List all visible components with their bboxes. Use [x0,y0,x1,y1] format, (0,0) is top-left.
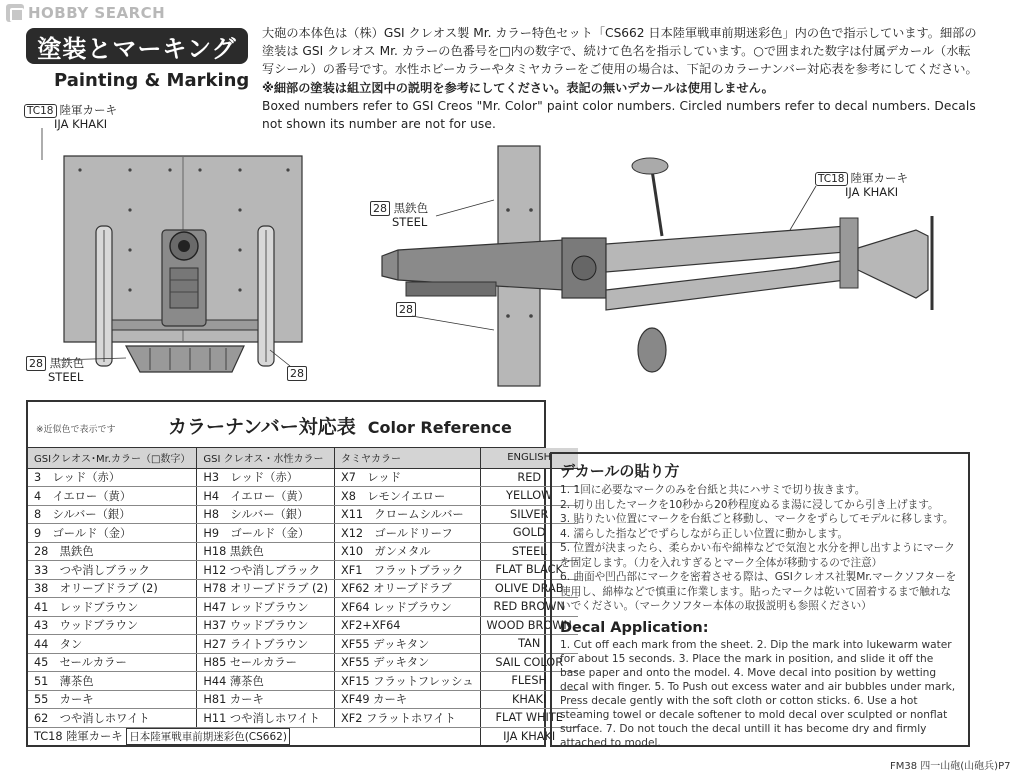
color-table-header [28,402,544,448]
cell-tamiya: X7 レッド [334,468,480,487]
col-aqueous: GSI クレオス・水性カラー [197,448,335,468]
cell-english: FLAT BLACK [480,561,578,580]
cell-mr-color: 3 レッド（赤） [28,468,197,487]
paint-28-box: 28 [26,356,46,371]
steel-en: STEEL [48,370,84,384]
decal-application-box [550,452,970,747]
table-row [28,468,578,487]
color-table-title-en: Color Reference [367,418,512,437]
cell-aqueous: H27 ライトブラウン [197,635,335,654]
table-row-last [28,727,578,746]
cell-english: WOOD BROWN [480,616,578,635]
tc18-en: IJA KHAKI [845,185,899,199]
cell-aqueous: H12 つや消しブラック [197,561,335,580]
tc18-row-code: TC18 [34,730,63,743]
decal-step-jp: 1. 1回に必要なマークのみを台紙と共にハサミで切り抜きます。 [560,484,866,496]
table-row [28,487,578,506]
decal-text-en: 1. Cut off each mark from the sheet. 2. Dip the mark into lukewarm water for about 15 seconds. 3. Place the mark in position, and slide it off the base paper and onto the model. 4. Move decal into position by wetting decal with finger. 5. To Push out excess water and air bubbles under mark, Press decale gently with the soft cloth or cotton sticks. 6. Use a hot steaming towel or decale softener to mold decal over sculpted or nonflat surface. 7. Do not touch the decal untill it has become dry and firmly attached to model. [560,638,956,749]
intro-note: ※細部の塗装は組立図中の説明を参考にしてください。表記の無いデカールは使用しません。 [262,80,774,95]
cell-aqueous: H44 薄茶色 [197,672,335,691]
cell-tamiya: X12 ゴールドリーフ [334,524,480,543]
table-row [28,579,578,598]
cell-mr-color: 38 オリーブドラブ (2) [28,579,197,598]
decal-step-jp: 2. 切り出したマークを10秒から20秒程度ぬるま湯に浸してから引き上げます。 [560,498,939,511]
cell-tamiya: XF2+XF64 [334,616,480,635]
table-row [28,653,578,672]
table-row [28,616,578,635]
cell-aqueous: H8 シルバー（銀） [197,505,335,524]
cell-mr-color: 55 カーキ [28,690,197,709]
color-reference-table [26,400,572,747]
tc18-row-english: IJA KHAKI [503,730,556,743]
cell-english: FLESH [480,672,578,691]
paint-28-box: 28 [396,302,416,317]
table-row [28,672,578,691]
cell-english: FLAT WHITE [480,709,578,728]
decal-step-jp: 6. 曲面や凹凸部にマークを密着させる際は、GSIクレオス社製Mr.マークソフターを使用し、綿棒などで慎重に作業します。貼ったマークは乾いて固着するまで触れないでください。（マークソフター本体の取扱説明も参照ください） [560,571,957,612]
cell-tamiya: XF64 レッドブラウン [334,598,480,617]
cell-tamiya: XF62 オリーブドラブ [334,579,480,598]
steel-jp: 黒鉄色 [49,356,85,370]
decal-title-en: Decal Application: [560,619,709,636]
cell-english: TAN [480,635,578,654]
decal-step-jp: 3. 貼りたい位置にマークを台紙ごと移動し、マークをずらしてモデルに移します。 [560,513,954,525]
cell-aqueous: H3 レッド（赤） [197,468,335,487]
tc18-row-cell [28,727,480,746]
color-table [28,448,578,746]
cell-aqueous: H9 ゴールド（金） [197,524,335,543]
cell-tamiya: X10 ガンメタル [334,542,480,561]
tc18-en: IJA KHAKI [54,117,108,131]
tc18-jp: 陸軍カーキ [850,171,908,185]
paint-28-box: 28 [370,201,390,216]
cell-english: YELLOW [480,487,578,506]
intro-jp: 大砲の本体色は（株）GSI クレオス製 Mr. カラー特色セット「CS662 日本陸軍戦車前期迷彩色」内の色で指示しています。細部の塗装は GSI クレオス Mr. カラーの色番号を□内の数字で、続けて色名を指示しています。○で囲まれた数字は付属デカール（水転写シール）の番号です。水性ホビーカラーやタミヤカラーをご使用の場合は、下記のカラーナンバー対応表を参考にしてください。 [262,26,978,77]
cell-aqueous: H81 カーキ [197,690,335,709]
cell-mr-color: 4 イエロー（黄） [28,487,197,506]
cell-aqueous: H85 セールカラー [197,653,335,672]
color-table-body [28,468,578,746]
tc18-jp: 陸軍カーキ [59,103,117,117]
page-footer: FM38 四一山砲(山砲兵)P7 [890,761,1010,772]
cell-tamiya: XF2 フラットホワイト [334,709,480,728]
decal-step-jp: 4. 濡らした指などでずらしながら正しい位置に動かします。 [560,527,849,540]
section-title-en: Painting & Marking [54,70,250,91]
cell-aqueous: H4 イエロー（黄） [197,487,335,506]
table-row [28,690,578,709]
col-mr-color: GSIクレオス･Mr.カラー（□数字） [28,448,197,468]
color-table-title-jp: カラーナンバー対応表 [168,416,356,438]
cell-mr-color: 41 レッドブラウン [28,598,197,617]
gun-side-view-illustration [376,140,956,390]
cell-english: RED [480,468,578,487]
cell-mr-color: 9 ゴールド（金） [28,524,197,543]
cell-tamiya: X8 レモンイエロー [334,487,480,506]
tc18-row-name: 陸軍カーキ [66,730,123,743]
decal-steps-jp [560,483,960,614]
cell-aqueous: H47 レッドブラウン [197,598,335,617]
tc18-code-box: TC18 [24,104,57,118]
cell-mr-color: 28 黒鉄色 [28,542,197,561]
table-row [28,635,578,654]
cell-tamiya: XF49 カーキ [334,690,480,709]
cell-mr-color: 62 つや消しホワイト [28,709,197,728]
callout-tc18-left [24,104,117,131]
decal-title-jp: デカールの貼り方 [560,462,680,480]
intro-en: Boxed numbers refer to GSI Creos "Mr. Color" paint color numbers. Circled numbers refer to decal numbers. Decals not shown its number are not for use. [262,98,976,132]
cell-tamiya: XF15 フラットフレッシュ [334,672,480,691]
cell-english: STEEL [480,542,578,561]
approx-color-note: ※近似色で表示です [36,425,116,435]
cell-mr-color: 33 つや消しブラック [28,561,197,580]
cell-english: RED BROWN [480,598,578,617]
col-tamiya: タミヤカラー [334,448,480,468]
section-title-jp: 塗装とマーキング [26,28,248,64]
color-table-title [168,412,512,439]
table-header-row [28,448,578,468]
cell-english: OLIVE DRAB [480,579,578,598]
cell-mr-color: 44 タン [28,635,197,654]
cell-mr-color: 8 シルバー（銀） [28,505,197,524]
table-row [28,598,578,617]
cell-mr-color: 51 薄茶色 [28,672,197,691]
table-row [28,542,578,561]
table-row [28,505,578,524]
cell-mr-color: 45 セールカラー [28,653,197,672]
gun-front-view-illustration [60,150,310,390]
cell-english: SAIL COLOR [480,653,578,672]
decal-step-jp: 5. 位置が決まったら、柔らかい布や綿棒などで気泡と水分を押し出すようにマークを固定します。（力を入れすぎるとマーク全体が移動するので注意） [560,542,955,569]
cell-aqueous: H37 ウッドブラウン [197,616,335,635]
cell-mr-color: 43 ウッドブラウン [28,616,197,635]
logo-icon [6,4,24,22]
cell-english: SILVER [480,505,578,524]
cell-english: GOLD [480,524,578,543]
col-english: ENGLISH [480,448,578,468]
table-row [28,524,578,543]
intro-text [262,24,982,133]
cell-aqueous: H18 黒鉄色 [197,542,335,561]
paint-28-box: 28 [287,366,307,381]
cs662-note-box: 日本陸軍戦車前期迷彩色(CS662) [126,728,290,745]
steel-jp: 黒鉄色 [393,201,429,215]
hobby-search-logo [6,4,165,22]
steel-en: STEEL [392,215,428,229]
cell-tamiya: X11 クロームシルバー [334,505,480,524]
tc18-code-box: TC18 [815,172,848,186]
cell-aqueous: H78 オリーブドラブ (2) [197,579,335,598]
cell-english: KHAKI [480,690,578,709]
table-row [28,561,578,580]
cell-tamiya: XF55 デッキタン [334,653,480,672]
cell-tamiya: XF1 フラットブラック [334,561,480,580]
logo-text: HOBBY SEARCH [28,4,166,22]
table-row [28,709,578,728]
cell-aqueous: H11 つや消しホワイト [197,709,335,728]
cell-tamiya: XF55 デッキタン [334,635,480,654]
